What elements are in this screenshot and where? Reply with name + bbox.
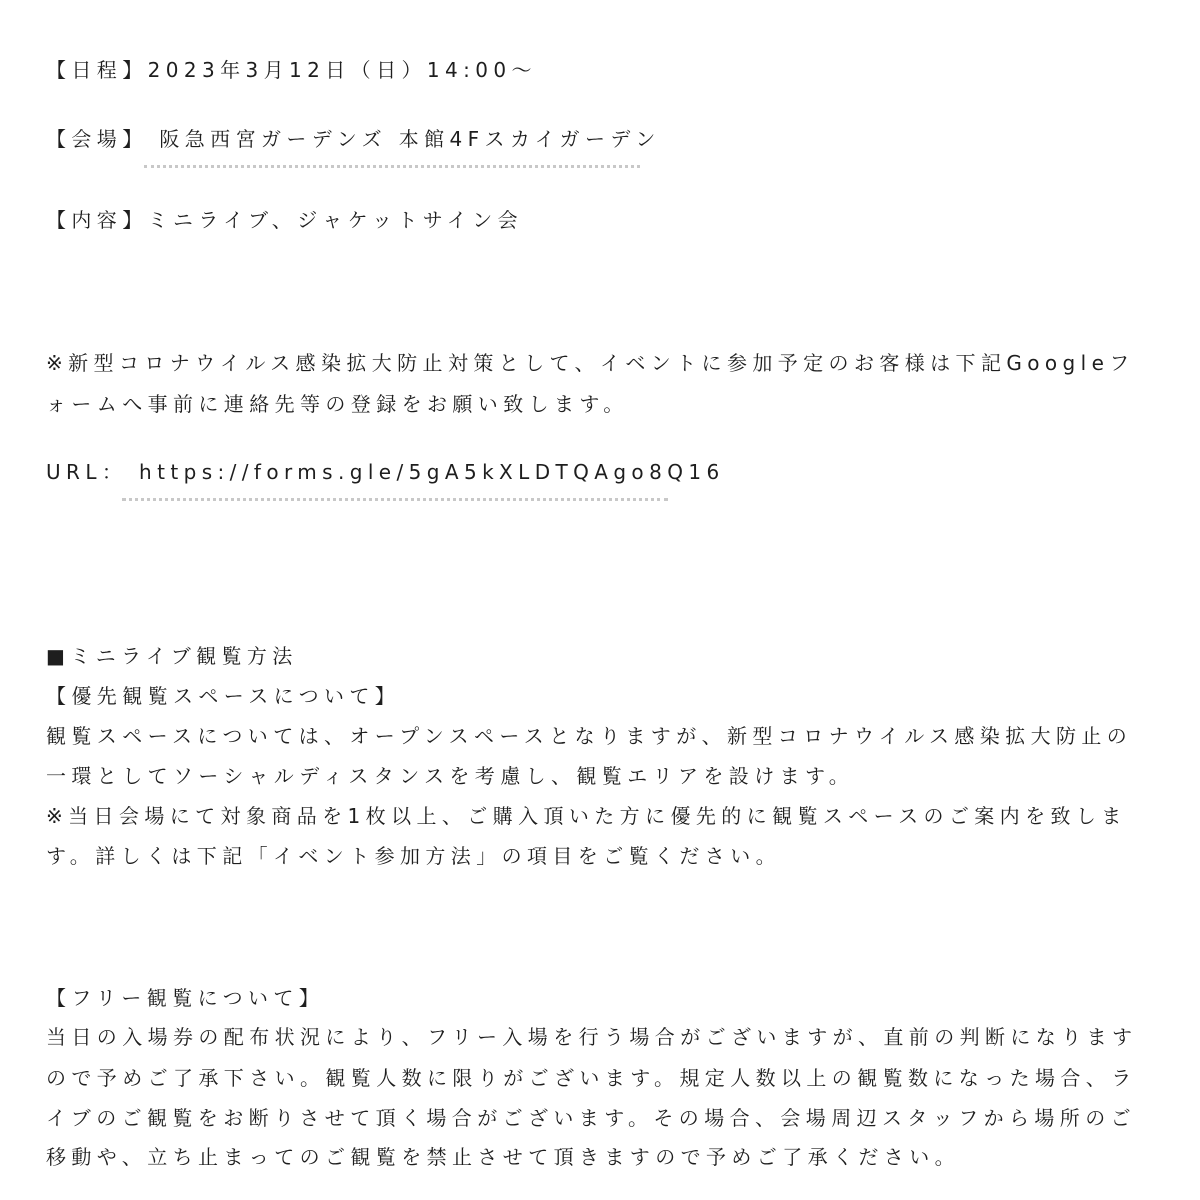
notice-line-1: ※新型コロナウイルス感染拡大防止対策として、イベントに参加予定のお客様は下記Googleフ (46, 351, 1135, 375)
free-viewing-text-line: 移動や、立ち止まってのご観覧を禁止させて頂きますので予めご了承ください。 (46, 1145, 960, 1169)
schedule-value: 2023年3月12日（日）14:00〜 (147, 58, 537, 82)
venue-label: 【会場】 (46, 127, 148, 151)
free-viewing-text-line: イブのご観覧をお断りさせて頂く場合がございます。その場合、会場周辺スタッフから場所のご (46, 1106, 1136, 1130)
priority-text-line: す。詳しくは下記「イベント参加方法」の項目をご覧ください。 (46, 844, 781, 868)
content-row (46, 206, 523, 234)
url-label: URL： (46, 460, 128, 484)
content-value: ミニライブ、ジャケットサイン会 (147, 208, 524, 232)
venue-row (46, 125, 661, 153)
url-link-underline (122, 498, 668, 501)
url-row (46, 458, 725, 486)
form-url-link[interactable]: https://forms.gle/5gA5kXLDTQAgo8Q16 (139, 460, 725, 484)
venue-link[interactable]: 阪急西宮ガーデンズ 本館4Fスカイガーデン (159, 127, 661, 151)
venue-link-underline (144, 165, 640, 168)
free-viewing-heading: 【フリー観覧について】 (46, 986, 325, 1010)
priority-space-heading: 【優先観覧スペースについて】 (46, 684, 401, 708)
notice-line-2: ォームへ事前に連絡先等の登録をお願い致します。 (46, 392, 629, 416)
free-viewing-text-line: ので予めご了承下さい。観覧人数に限りがございます。規定人数以上の観覧数になった場合、ラ (46, 1066, 1137, 1090)
schedule-label: 【日程】 (46, 58, 148, 82)
schedule-row (46, 56, 537, 84)
priority-text-line: 一環としてソーシャルディスタンスを考慮し、観覧エリアを設けます。 (46, 764, 855, 788)
content-label: 【内容】 (46, 208, 148, 232)
priority-text-line: 観覧スペースについては、オープンスペースとなりますが、新型コロナウイルス感染拡大防止の (46, 724, 1133, 748)
priority-text-line: ※当日会場にて対象商品を1枚以上、ご購入頂いた方に優先的に観覧スペースのご案内を致しま (46, 804, 1127, 828)
free-viewing-text-line: 当日の入場券の配布状況により、フリー入場を行う場合がございますが、直前の判断になります (46, 1025, 1138, 1049)
viewing-method-heading: ■ミニライブ観覧方法 (46, 644, 298, 668)
